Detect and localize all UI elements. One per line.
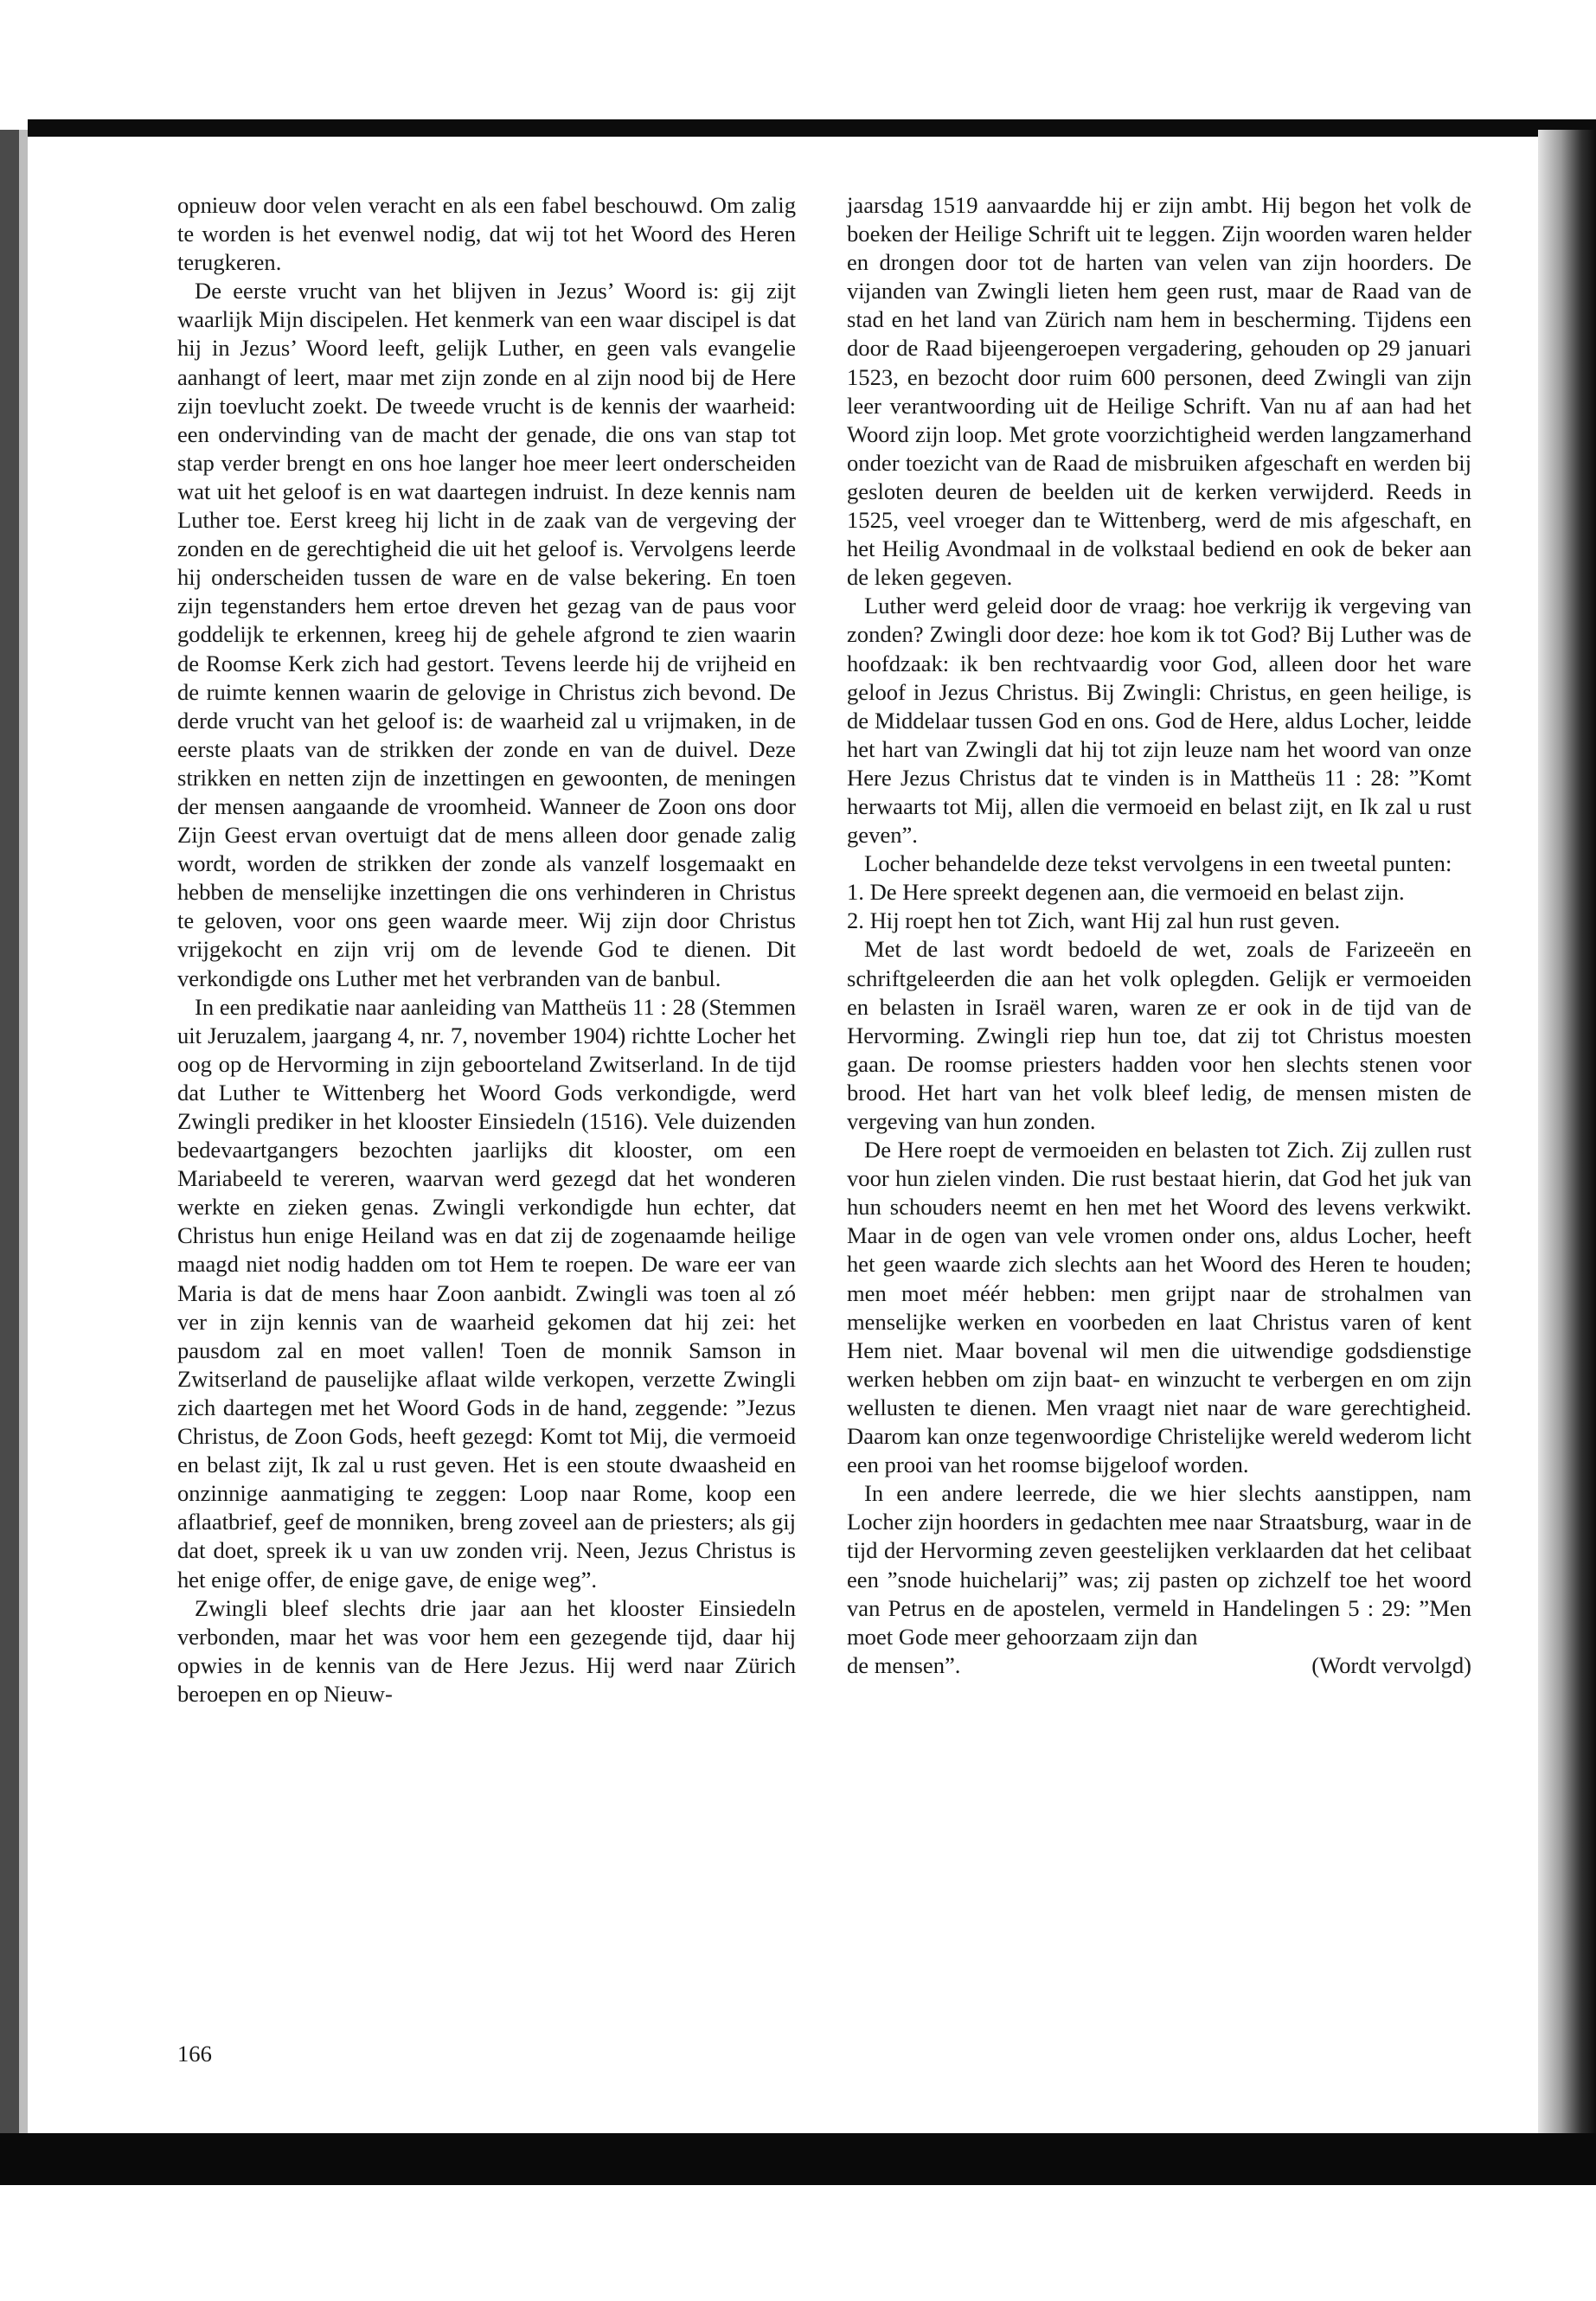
right-paragraph-4: Met de last wordt bedoeld de wet, zoals de Farizeeën en schriftgeleerden die aan het volk oplegden. Gelijk er vermoeiden en belasten in Israël waren, waren ze er ook in de tijd van de Hervorming. Zwingli riep hun toe, dat zij tot Christus moesten gaan. De roomse priesters hadden voor hen slechts stenen voor brood. Het hart van het volk bleef ledig, de mensen misten de vergeving van hun zonden.	[847, 936, 1471, 1134]
left-paragraph-3: In een predikatie naar aanleiding van Mattheüs 11 : 28 (Stemmen uit Jeruzalem, jaargang 4, nr. 7, november 1904) richtte Locher het oog op de Hervorming in zijn geboorteland Zwitserland. In de tijd dat Luther te Wittenberg het Woord Gods verkondigde, werd Zwingli prediker in het klooster Einsiedeln (1516). Vele duizenden bedevaartgangers bezochten jaarlijks dit klooster, om een Mariabeeld te vereren, waarvan werd gezegd dat het wonderen werkte en zieken genas. Zwingli verkondigde hun echter, dat Christus hun enige Heiland was en dat zij de zogenaamde heilige maagd niet nodig hadden om tot Hem te roepen. De ware eer van Maria is dat de mens haar Zoon aanbidt. Zwingli was toen al zó ver in zijn kennis van de waarheid gekomen dat hij zei: het pausdom zal en moet vallen! Toen de monnik Samson in Zwitserland de pauselijke aflaat wilde verkopen, verzette Zwingli zich daartegen met het Woord Gods in de hand, zeggende: ”Jezus Christus, de Zoon Gods, heeft gezegd: Komt tot Mij, die vermoeid en belast zijt, Ik zal u rust geven. Het is een stoute dwaasheid en onzinnige aanmatiging te zeggen: Loop naar Rome, koop een aflaatbrief, geef de monniken, breng zoveel aan de priesters; als gij dat doet, spreek ik u van uw zonden vrij. Neen, Jezus Christus is het enige offer, de enige gave, de enige weg”.	[177, 993, 796, 1593]
continued-note: (Wordt vervolgd)	[1311, 1651, 1471, 1678]
scan-border-top	[28, 119, 1596, 137]
scan-border-bottom	[0, 2133, 1596, 2185]
right-list-item-1: 1. De Here spreekt degenen aan, die vermoeid en belast zijn.	[847, 879, 1405, 906]
left-column	[177, 191, 796, 1708]
left-paragraph-2: De eerste vrucht van het blijven in Jezus’ Woord is: gij zijt waarlijk Mijn discipelen. Het kenmerk van een waar discipel is dat hij in Jezus’ Woord leeft, gelijk Luther, en geen vals evangelie aanhangt of leert, maar met zijn zonde en al zijn nood bij de Here zijn toevlucht zoekt. De tweede vrucht is de kennis der waarheid: een ondervinding van de macht der genade, die ons van stap tot stap verder brengt en ons hoe langer hoe meer leert onderscheiden wat uit het geloof is en wat daartegen indruist. In deze kennis nam Luther toe. Eerst kreeg hij licht in de zaak van de vergeving der zonden en de gerechtigheid die uit het geloof is. Vervolgens leerde hij onderscheiden tussen de ware en de valse bekering. En toen zijn tegenstanders hem ertoe dreven het gezag van de paus voor goddelijk te erkennen, kreeg hij de gehele afgrond te zien waarin de Roomse Kerk zich had gestort. Tevens leerde hij de vrijheid en de ruimte kennen waarin de gelovige in Christus zich bevond. De derde vrucht van het geloof is: de waarheid zal u vrijmaken, in de eerste plaats van de strikken der zonde en van de duivel. Deze strikken en netten zijn de inzettingen en gewoonten, de meningen der mensen aangaande de vroomheid. Wanneer de Zoon ons door Zijn Geest ervan overtuigt dat de mens alleen door genade zalig wordt, worden de strikken der zonde als vanzelf losgemaakt en hebben de menselijke inzettingen die ons verhinderen in Christus te geloven, voor ons geen waarde meer. Wij zijn door Christus vrijgekocht en zijn vrij om de levende God te dienen. Dit verkondigde ons Luther met het verbranden van de banbul.	[177, 278, 796, 991]
final-line-text: de mensen”.	[847, 1651, 961, 1678]
right-column	[847, 191, 1471, 1680]
page-edge-right	[1538, 130, 1596, 2137]
page-number: 166	[177, 2041, 212, 2067]
right-paragraph-3: Locher behandelde deze tekst vervolgens in een tweetal punten:	[864, 850, 1452, 877]
right-paragraph-2: Luther werd geleid door de vraag: hoe verkrijg ik vergeving van zonden? Zwingli door deze: hoe kom ik tot God? Bij Luther was de hoofdzaak: ik ben rechtvaardig voor God, alleen door het ware geloof in Jezus Christus. Bij Zwingli: Christus, en geen heilige, is de Middelaar tussen God en ons. God de Here, aldus Locher, leidde het hart van Zwingli dat hij tot zijn leuze nam het woord van onze Here Jezus Christus dat te vinden is in Mattheüs 11 : 28: ”Komt herwaarts tot Mij, allen die vermoeid en belast zijt, en Ik zal u rust geven”.	[847, 593, 1471, 849]
left-paragraph-1: opnieuw door velen veracht en als een fabel beschouwd. Om zalig te worden is het evenwel nodig, dat wij tot het Woord des Heren terugkeren.	[177, 192, 796, 276]
left-paragraph-4: Zwingli bleef slechts drie jaar aan het klooster Einsiedeln verbonden, maar het was voor hem een gezegende tijd, daar hij opwies in de kennis van de Here Jezus. Hij werd naar Zürich beroepen en op Nieuw-	[177, 1594, 796, 1707]
page-edge-left	[19, 130, 28, 2145]
right-paragraph-6: In een andere leerrede, die we hier slechts aanstippen, nam Locher zijn hoorders in gedachten mee naar Straatsburg, waar in de tijd der Hervorming zeven geestelijken verklaarden dat het celibaat een ”snode huichelarij” was; zij pasten op zichzelf toe het woord van Petrus en de apostelen, vermeld in Handelingen 5 : 29: ”Men moet Gode meer gehoorzaam zijn dan	[847, 1480, 1471, 1650]
right-paragraph-5: De Here roept de vermoeiden en belasten tot Zich. Zij zullen rust voor hun zielen vinden. Die rust bestaat hierin, dat God het juk van hun schouders neemt en hen met het Woord des levens verkwikt. Maar in de ogen van vele vromen onder ons, aldus Locher, heeft het geen waarde zich slechts aan het Woord des Heren te houden; men moet méér hebben: men grijpt naar de strohalmen van menselijke werken en voorbeden en laat Christus varen of kent Hem niet. Maar bovenal wil men die uitwendige godsdienstige werken hebben om zijn baat- en winzucht te verbergen en om zijn wellusten te dienen. Men vraagt niet naar de ware gerechtigheid. Daarom kan onze tegenwoordige Christelijke wereld wederom licht een prooi van het roomse bijgeloof worden.	[847, 1137, 1471, 1478]
right-paragraph-1: jaarsdag 1519 aanvaardde hij er zijn ambt. Hij begon het volk de boeken der Heilige Schrift uit te leggen. Zijn woorden waren helder en drongen door tot de harten van velen van zijn hoorders. De vijanden van Zwingli lieten hem geen rust, maar de Raad van de stad en het land van Zürich nam hem in bescherming. Tijdens een door de Raad bijeengeroepen vergadering, gehouden op 29 januari 1523, en bezocht door ruim 600 personen, deed Zwingli van zijn leer verantwoording uit de Heilige Schrift. Van nu af aan had het Woord zijn loop. Met grote voorzichtigheid werden langzamerhand onder toezicht van de Raad de misbruiken afgeschaft en werden bij gesloten deuren de beelden uit de kerken verwijderd. Reeds in 1525, veel vroeger dan te Wittenberg, werd de mis afgeschaft, en het Heilig Avondmaal in de volkstaal bediend en ook de beker aan de leken gegeven.	[847, 192, 1471, 591]
book-spine-shadow	[0, 130, 19, 2145]
right-list-item-2: 2. Hij roept hen tot Zich, want Hij zal hun rust geven.	[847, 907, 1341, 934]
final-line	[847, 1651, 1471, 1680]
